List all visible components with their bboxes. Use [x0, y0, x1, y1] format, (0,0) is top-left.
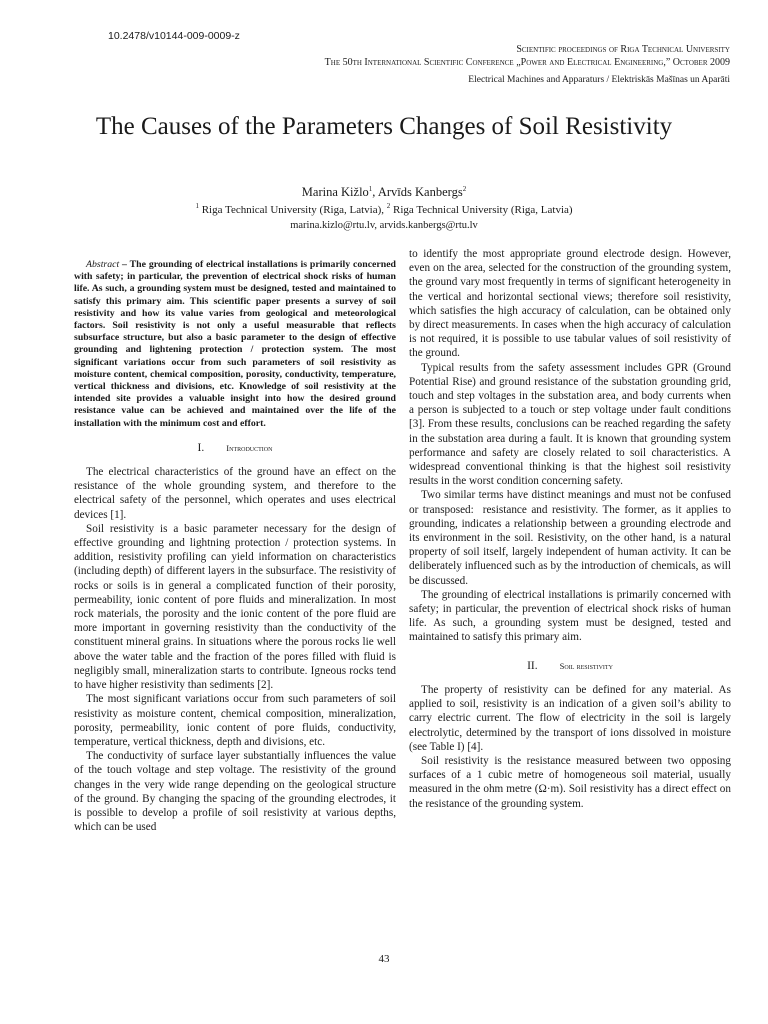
author-2: Arvīds Kanbergs [377, 185, 463, 199]
affil-2: Riga Technical University (Riga, Latvia) [390, 204, 573, 216]
section-heading-introduction [74, 441, 396, 455]
doi: 10.2478/v10144-009-0009-z [108, 30, 240, 42]
author-separator: , [372, 185, 378, 199]
paragraph: Soil resistivity is a basic parameter necessary for the design of effective grounding and lightning protection / protection systems. In addition, resistivity profiling can yield information on characteristics (including depth) of different layers in the subsurface. The resistivity of rocks or soils is in general a complicated function of their porosity, permeability, ionic content of pore fluids and mineralization. In most rock materials, the porosity and the ionic content of the pore fluid are more important in governing resistivity than the conductivity of the constituent mineral grains. In situations where the porous rocks lie well above the water table and the fraction of the pores filled with fluid is negligibly small, mineralization starts to contribute. Igneous rocks tend to have higher resistivity than sediments [2]. [74, 522, 396, 692]
paragraph: The property of resistivity can be defined for any material. As applied to soil, resistivity is an indication of a given soil’s ability to carry electric current. The flow of electricity in the soil is largely electrolytic, determined by the transport of ions dissolved in moisture (see Table I) [4]. [409, 683, 731, 753]
paragraph: to identify the most appropriate ground electrode design. However, even on the area, selected for the construction of the grounding system, the ground vary most frequently in terms of significant heterogeneity in the vertical and horizontal sectional views; therefore soil resistivity, which satisfies the high accuracy of calculation, can be obtained only by direct measurements. In cases when the high accuracy of calculation is not required, it is possible to use tabular values of soil resistivity of the ground. [409, 248, 731, 360]
page-number: 43 [378, 953, 390, 965]
abstract-label: Abstract [86, 259, 120, 270]
section-heading-soil-resistivity [409, 659, 731, 673]
abstract [74, 259, 396, 430]
paper-title: The Causes of the Parameters Changes of Soil Resistivity [95, 113, 673, 140]
section-header: Electrical Machines and Apparaturs / Elektriskās Mašīnas un Aparāti [468, 75, 730, 85]
section-number: I. [197, 441, 205, 454]
affil-2-sup: 2 [386, 202, 391, 210]
author-2-sup: 2 [462, 185, 467, 193]
section-name: Soil resistivity [559, 660, 613, 671]
paragraph: The grounding of electrical installations is primarily concerned with safety; in particular, the prevention of electrical shock risks of human life. As such, a grounding system must be designed, tested and maintained to satisfy this primary aim. [409, 588, 731, 644]
journal-header: Scientific proceedings of Riga Technical University [516, 44, 730, 55]
section-number: II. [527, 659, 538, 672]
section-name: Introduction [226, 442, 273, 453]
conference-header: The 50th International Scientific Conference „Power and Electrical Engineering,” October 2009 [324, 57, 730, 68]
left-column [74, 247, 396, 834]
paragraph: The electrical characteristics of the ground have an effect on the resistance of the whole grounding system, and therefore to the electrical safety of the personnel, which operates and uses electrical devices [1]. [74, 466, 396, 521]
author-1-sup: 1 [368, 185, 373, 193]
author-1: Marina Kižlo [301, 185, 369, 199]
paragraph: The conductivity of surface layer substantially influences the value of the touch voltage and step voltage. The resistivity of the ground changes in the very wide range depending on the geological structure of the ground. By changing the spacing of the grounding electrodes, it is possible to develop a profile of soil resistivity at various depths, which can be used [74, 750, 396, 834]
paragraph: Two similar terms have distinct meanings and must not be confused or transposed: resistance and resistivity. The former, as it applies to grounding, indicates a relationship between a grounding electrode and its environment in the soil. Resistivity, on the other hand, is a natural property of soil itself, largely independent of human activity. It can be deliberately influenced such as by the introduction of chemicals, as will be discussed. [409, 489, 731, 587]
affil-1: Riga Technical University (Riga, Latvia), [198, 204, 387, 216]
abstract-text: – The grounding of electrical installations is primarily concerned with safety; in particular, the prevention of electrical shock risks of human life. As such, a grounding system must be designed, tested and maintained to satisfy this primary aim. This scientific paper presents a survey of soil resistivity and how its value varies from geological and meteorological factors. Soil resistivity is not only a useful measurable that reflects subsurface structure, but also a basic parameter to the design of effective grounding and lightening protection / protection system. The most significant variations occur from such parameters of soil resistivity as moisture content, chemical composition, porosity, conductivity, temperature, vertical thickness and divisions, etc. Knowledge of soil resistivity at the intended site provides a valuable insight into how the desired ground resistance value can be achieved and maintained over the life of the installation with the minimum cost and effort. [74, 259, 396, 429]
paragraph: Typical results from the safety assessment includes GPR (Ground Potential Rise) and ground resistance of the substation grounding grid, touch and step voltages in the substation area, and body currents when a person is subjected to a touch or step voltage under fault conditions [3]. From these results, conclusions can be reached regarding the safety in the substation area during a fault. It is known that grounding system performance and safety are closely related to soil characteristics. A widespread conventional thinking is that the highest soil resistivity results in the worst condition concerning safety. [409, 361, 731, 488]
affil-1-sup: 1 [195, 202, 199, 210]
paragraph: Soil resistivity is the resistance measured between two opposing surfaces of a 1 cubic metre of homogeneous soil material, usually measured in the ohm metre (Ω·m). Soil resistivity has a direct effect on the resistance of the grounding system. [409, 754, 731, 810]
right-column [409, 247, 731, 811]
authors [0, 185, 768, 200]
paragraph: The most significant variations occur from such parameters of soil resistivity as moisture content, chemical composition, mineralization, porosity, permeability, ionic content of pore fluids, conductivity, temperature, vertical thickness, depth and divisions, etc. [74, 693, 396, 748]
affiliations [0, 204, 768, 216]
author-emails: marina.kizlo@rtu.lv, arvids.kanbergs@rtu.lv [290, 220, 478, 231]
